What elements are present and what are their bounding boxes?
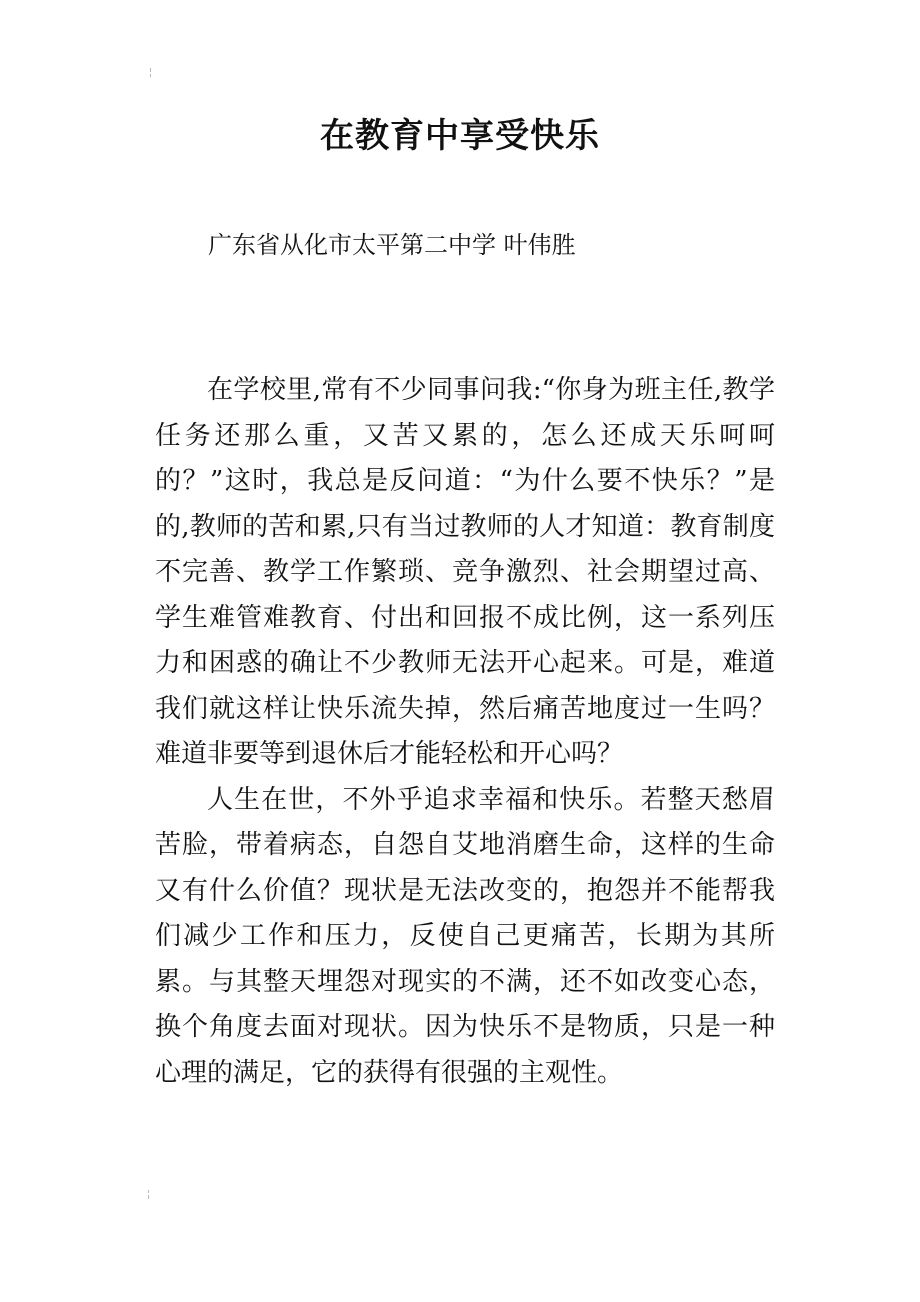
bottom-corner-mark (146, 1190, 152, 1200)
paragraph: 人生在世，不外乎追求幸福和快乐。若整天愁眉苦脸，带着病态，自怨自艾地消磨生命，这样的生命又有什么价值？现状是无法改变的，抱怨并不能帮我们减少工作和压力，反使自己更痛苦，长期为其所累。与其整天埋怨对现实的不满，还不如改变心态，换个角度去面对现状。因为快乐不是物质，只是一种心理的满足，它的获得有很强的主观性。 (155, 784, 775, 1088)
top-corner-mark (148, 68, 154, 78)
author-byline: 广东省从化市太平第二中学 叶伟胜 (208, 231, 576, 259)
article-body (155, 368, 775, 1096)
document-title: 在教育中享受快乐 (320, 116, 600, 156)
paragraph: 在学校里,常有不少同事问我:“你身为班主任,教学任务还那么重，又苦又累的，怎么还成天乐呵呵的？”这时，我总是反问道：“为什么要不快乐？”是的,教师的苦和累,只有当过教师的人才知道：教育制度不完善、教学工作繁琐、竞争激烈、社会期望过高、学生难管难教育、付出和回报不成比例，这一系列压力和困惑的确让不少教师无法开心起来。可是，难道我们就这样让快乐流失掉，然后痛苦地度过一生吗？难道非要等到退休后才能轻松和开心吗？ (155, 375, 775, 769)
